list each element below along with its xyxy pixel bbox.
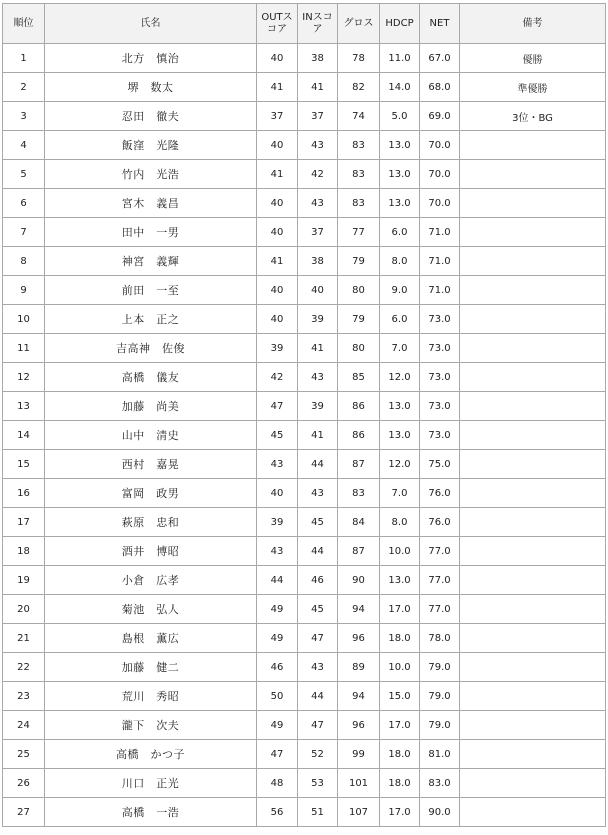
hdcp-cell: 6.0 (380, 305, 420, 334)
table-row (3, 624, 606, 653)
net-score-cell: 67.0 (420, 44, 460, 73)
gross-score-cell: 96 (338, 711, 380, 740)
hdcp-cell: 14.0 (380, 73, 420, 102)
hdcp-cell: 13.0 (380, 392, 420, 421)
player-name-cell: 上本 正之 (45, 305, 257, 334)
gross-score-cell: 83 (338, 479, 380, 508)
in-score-cell: 43 (298, 189, 338, 218)
remarks-cell (460, 798, 606, 827)
net-score-cell: 73.0 (420, 392, 460, 421)
out-score-cell: 50 (257, 682, 298, 711)
gross-score-cell: 87 (338, 450, 380, 479)
in-score-cell: 51 (298, 798, 338, 827)
results-table (2, 3, 606, 827)
table-row (3, 769, 606, 798)
hdcp-cell: 13.0 (380, 189, 420, 218)
in-score-cell: 38 (298, 44, 338, 73)
out-score-cell: 43 (257, 537, 298, 566)
remarks-cell (460, 479, 606, 508)
rank-cell: 11 (3, 334, 45, 363)
rank-cell: 20 (3, 595, 45, 624)
net-score-cell: 70.0 (420, 160, 460, 189)
out-score-cell: 40 (257, 189, 298, 218)
table-row (3, 334, 606, 363)
net-score-cell: 73.0 (420, 421, 460, 450)
rank-cell: 12 (3, 363, 45, 392)
player-name-cell: 小倉 広孝 (45, 566, 257, 595)
table-row (3, 450, 606, 479)
hdcp-cell: 6.0 (380, 218, 420, 247)
remarks-cell (460, 305, 606, 334)
remarks-cell (460, 740, 606, 769)
in-score-cell: 42 (298, 160, 338, 189)
out-score-cell: 41 (257, 247, 298, 276)
hdcp-cell: 17.0 (380, 798, 420, 827)
table-row (3, 508, 606, 537)
gross-score-cell: 80 (338, 334, 380, 363)
rank-cell: 24 (3, 711, 45, 740)
out-score-cell: 41 (257, 160, 298, 189)
gross-score-cell: 86 (338, 421, 380, 450)
in-score-cell: 46 (298, 566, 338, 595)
net-score-cell: 90.0 (420, 798, 460, 827)
hdcp-cell: 11.0 (380, 44, 420, 73)
player-name-cell: 高橋 一浩 (45, 798, 257, 827)
header-in-score: INスコア (298, 4, 338, 44)
table-row (3, 102, 606, 131)
out-score-cell: 49 (257, 711, 298, 740)
net-score-cell: 81.0 (420, 740, 460, 769)
player-name-cell: 酒井 博昭 (45, 537, 257, 566)
header-name: 氏名 (45, 4, 257, 44)
in-score-cell: 44 (298, 682, 338, 711)
in-score-cell: 43 (298, 363, 338, 392)
header-gross: グロス (338, 4, 380, 44)
table-row (3, 711, 606, 740)
out-score-cell: 40 (257, 218, 298, 247)
gross-score-cell: 83 (338, 160, 380, 189)
table-row (3, 740, 606, 769)
out-score-cell: 37 (257, 102, 298, 131)
out-score-cell: 40 (257, 305, 298, 334)
remarks-cell (460, 334, 606, 363)
in-score-cell: 43 (298, 653, 338, 682)
hdcp-cell: 8.0 (380, 247, 420, 276)
remarks-cell (460, 189, 606, 218)
remarks-cell (460, 450, 606, 479)
player-name-cell: 菊池 弘人 (45, 595, 257, 624)
rank-cell: 1 (3, 44, 45, 73)
in-score-cell: 43 (298, 131, 338, 160)
remarks-cell (460, 653, 606, 682)
hdcp-cell: 18.0 (380, 769, 420, 798)
rank-cell: 6 (3, 189, 45, 218)
header-hdcp: HDCP (380, 4, 420, 44)
out-score-cell: 40 (257, 131, 298, 160)
out-score-cell: 43 (257, 450, 298, 479)
net-score-cell: 77.0 (420, 537, 460, 566)
player-name-cell: 島根 薫広 (45, 624, 257, 653)
remarks-cell (460, 392, 606, 421)
rank-cell: 22 (3, 653, 45, 682)
hdcp-cell: 17.0 (380, 595, 420, 624)
in-score-cell: 52 (298, 740, 338, 769)
rank-cell: 18 (3, 537, 45, 566)
gross-score-cell: 101 (338, 769, 380, 798)
net-score-cell: 79.0 (420, 653, 460, 682)
table-row (3, 479, 606, 508)
rank-cell: 23 (3, 682, 45, 711)
net-score-cell: 71.0 (420, 247, 460, 276)
out-score-cell: 39 (257, 334, 298, 363)
net-score-cell: 76.0 (420, 479, 460, 508)
player-name-cell: 忍田 徹夫 (45, 102, 257, 131)
in-score-cell: 47 (298, 624, 338, 653)
remarks-cell (460, 276, 606, 305)
hdcp-cell: 10.0 (380, 537, 420, 566)
table-row (3, 363, 606, 392)
remarks-cell (460, 363, 606, 392)
remarks-cell (460, 537, 606, 566)
hdcp-cell: 15.0 (380, 682, 420, 711)
out-score-cell: 47 (257, 392, 298, 421)
player-name-cell: 高橋 儀友 (45, 363, 257, 392)
hdcp-cell: 9.0 (380, 276, 420, 305)
rank-cell: 25 (3, 740, 45, 769)
remarks-cell: 優勝 (460, 44, 606, 73)
net-score-cell: 71.0 (420, 218, 460, 247)
rank-cell: 8 (3, 247, 45, 276)
remarks-cell (460, 711, 606, 740)
out-score-cell: 49 (257, 595, 298, 624)
remarks-cell (460, 160, 606, 189)
hdcp-cell: 13.0 (380, 566, 420, 595)
net-score-cell: 79.0 (420, 711, 460, 740)
remarks-cell (460, 769, 606, 798)
in-score-cell: 43 (298, 479, 338, 508)
in-score-cell: 39 (298, 392, 338, 421)
rank-cell: 15 (3, 450, 45, 479)
gross-score-cell: 77 (338, 218, 380, 247)
player-name-cell: 神宮 義輝 (45, 247, 257, 276)
hdcp-cell: 13.0 (380, 421, 420, 450)
remarks-cell (460, 566, 606, 595)
gross-score-cell: 94 (338, 595, 380, 624)
table-row (3, 595, 606, 624)
gross-score-cell: 79 (338, 305, 380, 334)
header-row (3, 4, 606, 44)
remarks-cell (460, 624, 606, 653)
net-score-cell: 78.0 (420, 624, 460, 653)
hdcp-cell: 5.0 (380, 102, 420, 131)
gross-score-cell: 86 (338, 392, 380, 421)
player-name-cell: 竹内 光浩 (45, 160, 257, 189)
player-name-cell: 加藤 健二 (45, 653, 257, 682)
net-score-cell: 70.0 (420, 189, 460, 218)
rank-cell: 16 (3, 479, 45, 508)
player-name-cell: 山中 清史 (45, 421, 257, 450)
table-row (3, 305, 606, 334)
remarks-cell: 準優勝 (460, 73, 606, 102)
rank-cell: 21 (3, 624, 45, 653)
net-score-cell: 71.0 (420, 276, 460, 305)
rank-cell: 4 (3, 131, 45, 160)
remarks-cell (460, 421, 606, 450)
in-score-cell: 39 (298, 305, 338, 334)
gross-score-cell: 79 (338, 247, 380, 276)
player-name-cell: 瀧下 次夫 (45, 711, 257, 740)
rank-cell: 10 (3, 305, 45, 334)
header-net: NET (420, 4, 460, 44)
rank-cell: 13 (3, 392, 45, 421)
in-score-cell: 44 (298, 450, 338, 479)
rank-cell: 7 (3, 218, 45, 247)
out-score-cell: 56 (257, 798, 298, 827)
header-out-score: OUTスコア (257, 4, 298, 44)
in-score-cell: 37 (298, 102, 338, 131)
table-row (3, 131, 606, 160)
rank-cell: 3 (3, 102, 45, 131)
table-row (3, 247, 606, 276)
table-row (3, 798, 606, 827)
in-score-cell: 41 (298, 334, 338, 363)
gross-score-cell: 99 (338, 740, 380, 769)
gross-score-cell: 94 (338, 682, 380, 711)
remarks-cell (460, 682, 606, 711)
rank-cell: 17 (3, 508, 45, 537)
rank-cell: 19 (3, 566, 45, 595)
table-row (3, 276, 606, 305)
table-row (3, 160, 606, 189)
out-score-cell: 40 (257, 44, 298, 73)
gross-score-cell: 78 (338, 44, 380, 73)
net-score-cell: 69.0 (420, 102, 460, 131)
net-score-cell: 77.0 (420, 595, 460, 624)
hdcp-cell: 13.0 (380, 160, 420, 189)
player-name-cell: 吉高神 佐俊 (45, 334, 257, 363)
hdcp-cell: 7.0 (380, 479, 420, 508)
net-score-cell: 76.0 (420, 508, 460, 537)
table-row (3, 73, 606, 102)
net-score-cell: 83.0 (420, 769, 460, 798)
net-score-cell: 70.0 (420, 131, 460, 160)
hdcp-cell: 18.0 (380, 624, 420, 653)
gross-score-cell: 107 (338, 798, 380, 827)
remarks-cell (460, 508, 606, 537)
player-name-cell: 加藤 尚美 (45, 392, 257, 421)
player-name-cell: 萩原 忠和 (45, 508, 257, 537)
out-score-cell: 45 (257, 421, 298, 450)
rank-cell: 2 (3, 73, 45, 102)
player-name-cell: 北方 慎治 (45, 44, 257, 73)
remarks-cell (460, 218, 606, 247)
hdcp-cell: 17.0 (380, 711, 420, 740)
player-name-cell: 西村 嘉晃 (45, 450, 257, 479)
header-rank: 順位 (3, 4, 45, 44)
in-score-cell: 45 (298, 595, 338, 624)
out-score-cell: 49 (257, 624, 298, 653)
hdcp-cell: 8.0 (380, 508, 420, 537)
player-name-cell: 前田 一至 (45, 276, 257, 305)
rank-cell: 5 (3, 160, 45, 189)
table-row (3, 392, 606, 421)
rank-cell: 14 (3, 421, 45, 450)
hdcp-cell: 10.0 (380, 653, 420, 682)
table-row (3, 421, 606, 450)
gross-score-cell: 90 (338, 566, 380, 595)
net-score-cell: 68.0 (420, 73, 460, 102)
player-name-cell: 宮木 義昌 (45, 189, 257, 218)
net-score-cell: 73.0 (420, 305, 460, 334)
hdcp-cell: 13.0 (380, 131, 420, 160)
player-name-cell: 川口 正光 (45, 769, 257, 798)
gross-score-cell: 84 (338, 508, 380, 537)
remarks-cell (460, 131, 606, 160)
in-score-cell: 37 (298, 218, 338, 247)
table-row (3, 566, 606, 595)
table-row (3, 189, 606, 218)
table-row (3, 682, 606, 711)
gross-score-cell: 82 (338, 73, 380, 102)
table-row (3, 537, 606, 566)
gross-score-cell: 83 (338, 131, 380, 160)
player-name-cell: 富岡 政男 (45, 479, 257, 508)
player-name-cell: 高橋 かつ子 (45, 740, 257, 769)
player-name-cell: 飯窪 光隆 (45, 131, 257, 160)
gross-score-cell: 74 (338, 102, 380, 131)
out-score-cell: 41 (257, 73, 298, 102)
in-score-cell: 41 (298, 421, 338, 450)
remarks-cell (460, 595, 606, 624)
gross-score-cell: 85 (338, 363, 380, 392)
table-row (3, 44, 606, 73)
gross-score-cell: 89 (338, 653, 380, 682)
in-score-cell: 47 (298, 711, 338, 740)
gross-score-cell: 80 (338, 276, 380, 305)
net-score-cell: 77.0 (420, 566, 460, 595)
in-score-cell: 45 (298, 508, 338, 537)
rank-cell: 26 (3, 769, 45, 798)
remarks-cell: 3位・BG (460, 102, 606, 131)
out-score-cell: 40 (257, 479, 298, 508)
rank-cell: 27 (3, 798, 45, 827)
player-name-cell: 荒川 秀昭 (45, 682, 257, 711)
hdcp-cell: 18.0 (380, 740, 420, 769)
out-score-cell: 48 (257, 769, 298, 798)
hdcp-cell: 7.0 (380, 334, 420, 363)
table-body (3, 44, 606, 827)
out-score-cell: 40 (257, 276, 298, 305)
out-score-cell: 47 (257, 740, 298, 769)
rank-cell: 9 (3, 276, 45, 305)
remarks-cell (460, 247, 606, 276)
in-score-cell: 53 (298, 769, 338, 798)
net-score-cell: 79.0 (420, 682, 460, 711)
header-remarks: 備考 (460, 4, 606, 44)
gross-score-cell: 83 (338, 189, 380, 218)
net-score-cell: 75.0 (420, 450, 460, 479)
out-score-cell: 44 (257, 566, 298, 595)
in-score-cell: 40 (298, 276, 338, 305)
table-row (3, 653, 606, 682)
in-score-cell: 38 (298, 247, 338, 276)
hdcp-cell: 12.0 (380, 363, 420, 392)
table-header (3, 4, 606, 44)
player-name-cell: 堺 数太 (45, 73, 257, 102)
out-score-cell: 46 (257, 653, 298, 682)
in-score-cell: 41 (298, 73, 338, 102)
net-score-cell: 73.0 (420, 363, 460, 392)
out-score-cell: 42 (257, 363, 298, 392)
player-name-cell: 田中 一男 (45, 218, 257, 247)
table-row (3, 218, 606, 247)
in-score-cell: 44 (298, 537, 338, 566)
gross-score-cell: 96 (338, 624, 380, 653)
out-score-cell: 39 (257, 508, 298, 537)
net-score-cell: 73.0 (420, 334, 460, 363)
hdcp-cell: 12.0 (380, 450, 420, 479)
gross-score-cell: 87 (338, 537, 380, 566)
